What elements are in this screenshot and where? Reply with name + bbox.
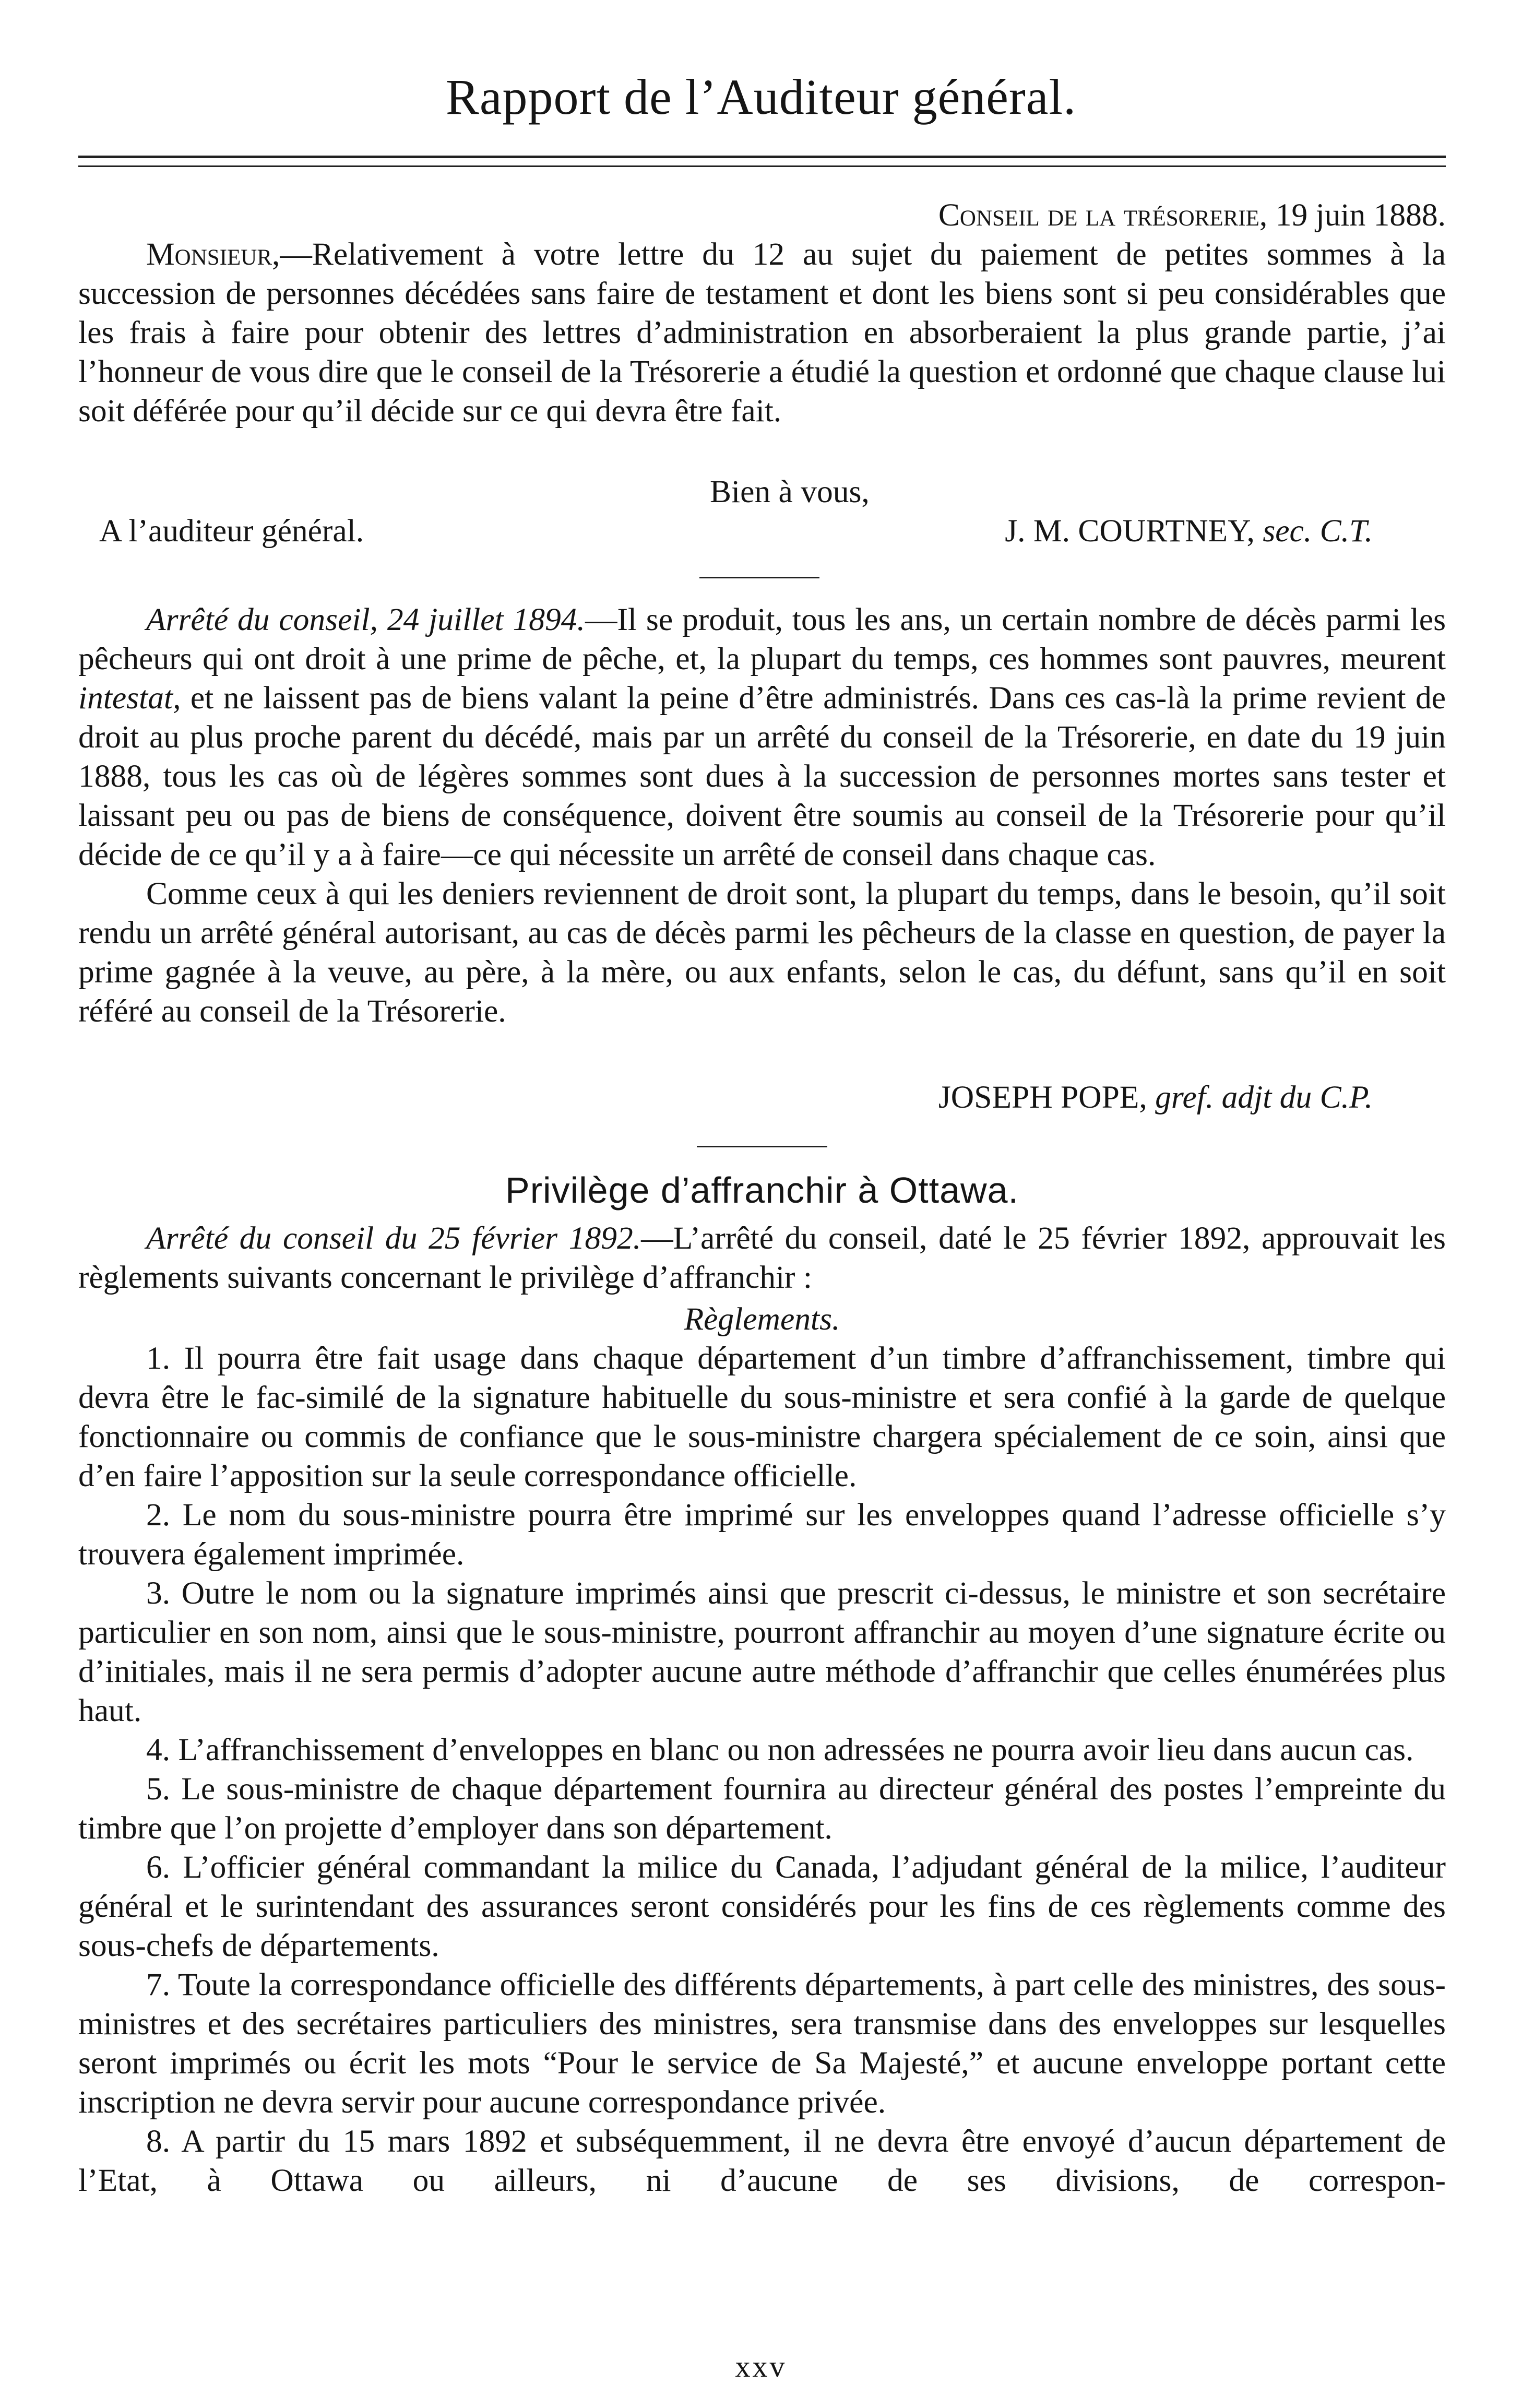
list-item: 8. A partir du 15 mars 1892 et subséquemment, il ne devra être envoyé d’aucun département de l’Etat, à Ottawa ou ailleurs, ni d’aucune de ses divisions, de correspon- [78,2124,1446,2198]
order-1894-heading: Arrêté du conseil, 24 juillet 1894. [146,602,585,637]
order-1894-signature: JOSEPH POPE, gref. adjt du C.P. [938,1080,1373,1115]
list-item: 1. Il pourra être fait usage dans chaque département d’un timbre d’affranchissement, timbre qui devra être le fac-similé de la signature habituelle du sous-ministre et sera confié à la garde de quelque fonctionnaire ou commis de confiance que le sous-ministre chargera spécialement de ce soin, ainsi que d’en faire l’apposition sur la seule correspondance officielle. [78,1341,1446,1493]
order-1894: Arrêté du conseil, 24 juillet 1894.—Il se produit, tous les ans, un certain nombre de décès parmi les pêcheurs qui ont droit à une prime de pêche, et, la plupart du temps, ces hommes sont pauvres, meurent intestat, et ne laissent pas de biens valant la peine d’être administrés. Dans ces cas-là la prime revient de droit au plus proche parent du décédé, mais par un arrêté du conseil de la Trésorerie, en date du 19 juin 1888, tous les cas où de légères sommes sont dues à la succession de personnes mortes sans tester et laissant peu ou pas de biens de conséquence, doivent être soumis au conseil de la Trésorerie pour qu’il décide de ce qu’il y a à faire—ce qui nécessite un arrêté de conseil dans chaque cas. Comme ceux à qui les deniers reviennent de droit sont, la plupart du temps, dans le besoin, qu’il soit rendu un arrêté général autorisant, au cas de décès parmi les pêcheurs de la classe en question, de payer la prime gagnée à la veuve, au père, à la mère, ou aux enfants, selon le cas, du défunt, sans qu’il en soit référé au conseil de la Trésorerie. [78,600,1446,1031]
page-number: xxv [735,2350,787,2383]
list-item: 3. Outre le nom ou la signature imprimés ainsi que prescrit ci-dessus, le ministre et son secrétaire particulier en son nom, ainsi que le sous-ministre, pourront affranchir au moyen d’une signature écrite ou d’initiales, mais il ne sera permis d’adopter aucune autre méthode d’affranchir que celles énumérées plus haut. [78,1575,1446,1728]
letter-text: —Relativement à votre lettre du 12 au sujet du paiement de petites sommes à la succession de personnes décédées sans faire de testament et dont les biens sont si peu considérables que les frais à faire pour obtenir des lettres d’administration en absorberaient la plus grande partie, j’ai l’honneur de vous dire que le conseil de la Trésorerie a étudié la question et ordonné que chaque clause lui soit déférée pour qu’il décide sur ce qui devra être fait. [78,236,1446,429]
section-intro: Arrêté du conseil du 25 février 1892.—L’arrêté du conseil, daté le 25 février 1892, approuvait les règlements suivants concernant le privilège d’affranchir : [78,1220,1446,1295]
separator-short [699,577,819,578]
signature-title: sec. C.T. [1263,513,1373,549]
list-item: 2. Le nom du sous-ministre pourra être imprimé sur les enveloppes quand l’adresse officielle s’y trouvera également imprimée. [78,1497,1446,1572]
section-subheading: Règlements. [684,1301,840,1337]
rules-list [78,1339,1446,2200]
signature-name: J. M. COURTNEY, [1005,513,1255,549]
dateline-sender: Conseil de la trésorerie, [938,197,1268,233]
salutation: Monsieur, [146,236,280,272]
list-item: 7. Toute la correspondance officielle des différents départements, à part celle des ministres, des sous-ministres et des secrétaires particuliers des ministres, sera transmise dans des enveloppes sur lesquelles seront imprimés ou écrit les mots “Pour le service de Sa Majesté,” et aucune enveloppe portant cette inscription ne devra servir pour aucune correspondance privée. [78,1967,1446,2120]
order-1894-para2: Comme ceux à qui les deniers reviennent de droit sont, la plupart du temps, dans le besoin, qu’il soit rendu un arrêté général autorisant, au cas de décès parmi les pêcheurs de la classe en question, de payer la prime gagnée à la veuve, au père, à la mère, ou aux enfants, selon le cas, du défunt, sans qu’il en soit référé au conseil de la Trésorerie. [78,876,1446,1029]
letter-closing: Bien à vous, [710,474,870,509]
letter-addressee: A l’auditeur général. [99,513,364,549]
list-item: 5. Le sous-ministre de chaque département fournira au directeur général des postes l’empreinte du timbre que l’on projette d’employer dans son département. [78,1771,1446,1846]
letter-body [78,235,1446,431]
page-title: Rapport de l’Auditeur général. [445,69,1077,125]
list-item: 6. L’officier général commandant la milice du Canada, l’adjudant général de la milice, l’auditeur général et le surintendant des assurances seront considérés pour les fins de ces règlements comme des sous-chefs de départements. [78,1849,1446,1963]
dateline-date: 19 juin 1888. [1275,197,1446,233]
section-franking [78,1169,1446,1211]
separator-section [697,1146,827,1147]
letter-signature [783,512,1373,551]
letter-dateline [78,196,1446,235]
section-title: Privilège d’affranchir à Ottawa. [505,1170,1019,1211]
list-item: 4. L’affranchissement d’enveloppes en blanc ou non adressées ne pourra avoir lieu dans aucun cas. [146,1732,1414,1768]
header-double-rule [78,156,1446,167]
